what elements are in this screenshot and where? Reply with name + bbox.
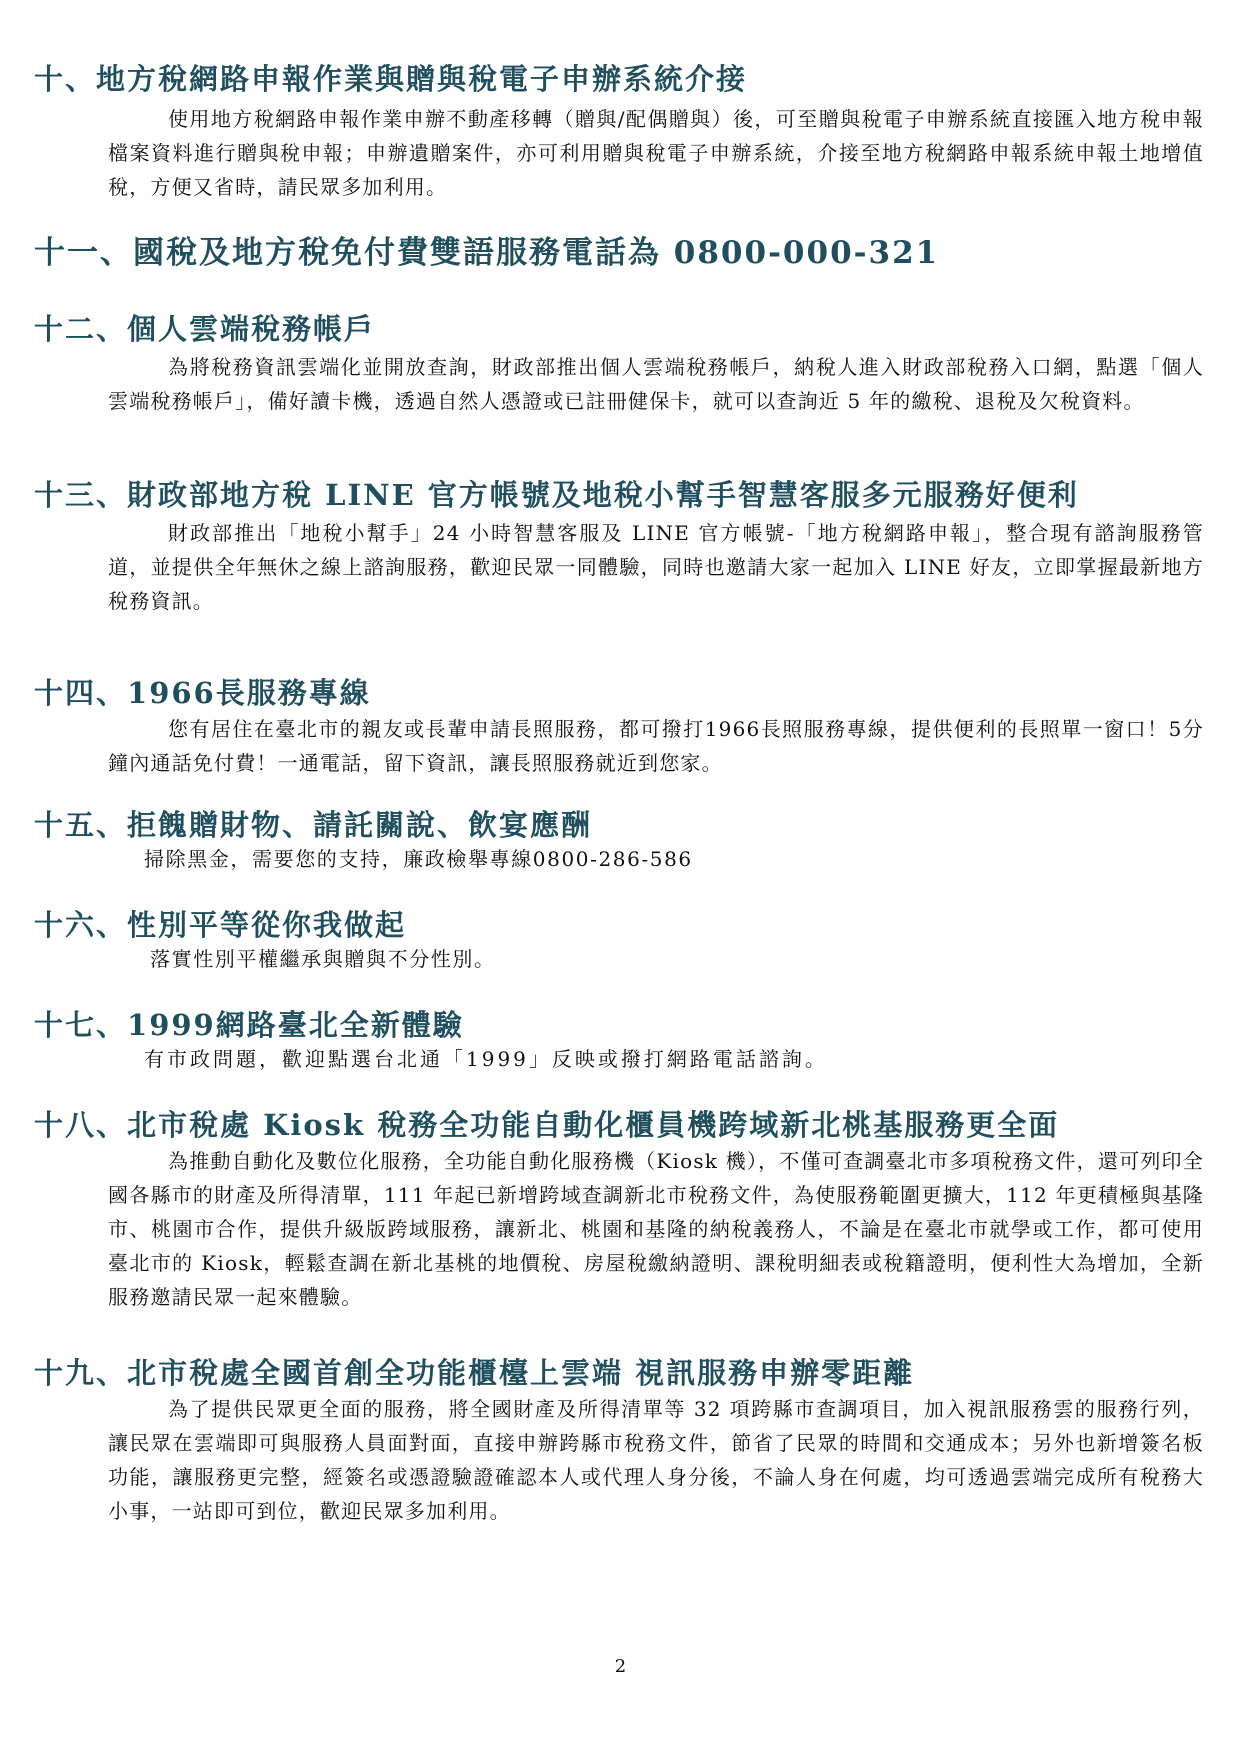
section-title: 1966長服務專線 <box>127 676 371 710</box>
section-number: 十四、 <box>34 676 128 710</box>
section-number: 十、 <box>34 62 97 96</box>
section-15 <box>34 808 1204 876</box>
section-body: 為了提供民眾更全面的服務，將全國財產及所得清單等 32 項跨縣市查調項目，加入視訊服務雲的服務行列，讓民眾在雲端即可與服務人員面對面，直接申辦跨縣市稅務文件，節省了民眾的時間和交通成本；另外也新增簽名板功能，讓服務更完整，經簽名或憑證驗證確認本人或代理人身分後，不論人身在何處，均可透過雲端完成所有稅務大小事，一站即可到位，歡迎民眾多加利用。 <box>108 1397 1204 1523</box>
section-14 <box>34 676 1204 780</box>
section-heading <box>34 808 1204 842</box>
section-title: 拒餽贈財物、請託關說、飲宴應酬 <box>127 808 593 842</box>
section-body: 使用地方稅網路申報作業申辦不動產移轉（贈與/配偶贈與）後，可至贈與稅電子申辦系統直接匯入地方稅申報檔案資料進行贈與稅申報；申辦遺贈案件，亦可利用贈與稅電子申辦系統，介接至地方稅網路申報系統申報土地增值稅，方便又省時，請民眾多加利用。 <box>108 107 1204 199</box>
section-10 <box>34 62 1204 204</box>
section-heading <box>34 1108 1204 1142</box>
section-heading <box>34 312 1204 346</box>
section-heading <box>34 676 1204 710</box>
section-number: 十九、 <box>34 1356 128 1390</box>
section-body: 掃除黑金，需要您的支持，廉政檢舉專線0800-286-586 <box>144 847 693 871</box>
section-body: 為將稅務資訊雲端化並開放查詢，財政部推出個人雲端稅務帳戶，納稅人進入財政部稅務入口網，點選「個人雲端稅務帳戶」，備好讀卡機，透過自然人憑證或已註冊健保卡，就可以查詢近 5 年的繳稅、退稅及欠稅資料。 <box>108 355 1204 413</box>
section-body: 有市政問題，歡迎點選台北通「1999」反映或撥打網路電話諮詢。 <box>144 1047 828 1071</box>
section-title: 國稅及地方稅免付費雙語服務電話為 0800-000-321 <box>133 235 940 271</box>
section-body: 您有居住在臺北市的親友或長輩申請長照服務，都可撥打1966長照服務專線，提供便利的長照單一窗口！5分鐘內通話免付費！一通電話，留下資訊，讓長照服務就近到您家。 <box>108 717 1204 775</box>
section-number: 十六、 <box>34 908 128 942</box>
section-body: 財政部推出「地稅小幫手」24 小時智慧客服及 LINE 官方帳號-「地方稅網路申報」，整合現有諮詢服務管道，並提供全年無休之線上諮詢服務，歡迎民眾一同體驗，同時也邀請大家一起加入 LINE 好友，立即掌握最新地方稅務資訊。 <box>108 521 1204 613</box>
section-heading <box>34 1008 1204 1042</box>
section-number: 十二、 <box>34 312 128 346</box>
section-12 <box>34 312 1204 418</box>
section-number: 十五、 <box>34 808 128 842</box>
section-number: 十八、 <box>34 1108 128 1142</box>
section-body: 落實性別平權繼承與贈與不分性別。 <box>150 947 496 971</box>
section-title: 北市稅處全國首創全功能櫃檯上雲端 視訊服務申辦零距離 <box>127 1356 915 1390</box>
section-11 <box>34 236 1204 270</box>
section-title: 財政部地方稅 LINE 官方帳號及地稅小幫手智慧客服多元服務好便利 <box>127 478 1079 512</box>
section-heading <box>34 1356 1204 1390</box>
section-16 <box>34 908 1204 976</box>
page-number: 2 <box>614 1656 627 1677</box>
section-title: 個人雲端稅務帳戶 <box>127 312 376 346</box>
section-19 <box>34 1356 1204 1528</box>
section-number: 十三、 <box>34 478 128 512</box>
section-heading <box>34 478 1204 512</box>
section-title: 性別平等從你我做起 <box>127 908 407 942</box>
section-heading <box>34 236 1204 270</box>
section-heading <box>34 908 1204 942</box>
section-heading <box>34 62 1204 96</box>
section-13 <box>34 478 1204 618</box>
section-17 <box>34 1008 1204 1076</box>
section-number: 十七、 <box>34 1008 128 1042</box>
section-body: 為推動自動化及數位化服務，全功能自動化服務機（Kiosk 機），不僅可查調臺北市多項稅務文件，還可列印全國各縣市的財產及所得清單，111 年起已新增跨域查調新北市稅務文件，為使服務範圍更擴大，112 年更積極與基隆市、桃園市合作，提供升級版跨域服務，讓新北、桃園和基隆的納稅義務人，不論是在臺北市就學或工作，都可使用臺北市的 Kiosk，輕鬆查調在新北基桃的地價稅、房屋稅繳納證明、課稅明細表或稅籍證明，便利性大為增加，全新服務邀請民眾一起來體驗。 <box>108 1149 1204 1309</box>
section-18 <box>34 1108 1204 1314</box>
section-title: 1999網路臺北全新體驗 <box>127 1008 464 1042</box>
section-title: 北市稅處 Kiosk 稅務全功能自動化櫃員機跨域新北桃基服務更全面 <box>127 1108 1060 1142</box>
section-number: 十一、 <box>34 235 133 271</box>
section-title: 地方稅網路申報作業與贈與稅電子申辦系統介接 <box>96 62 748 96</box>
